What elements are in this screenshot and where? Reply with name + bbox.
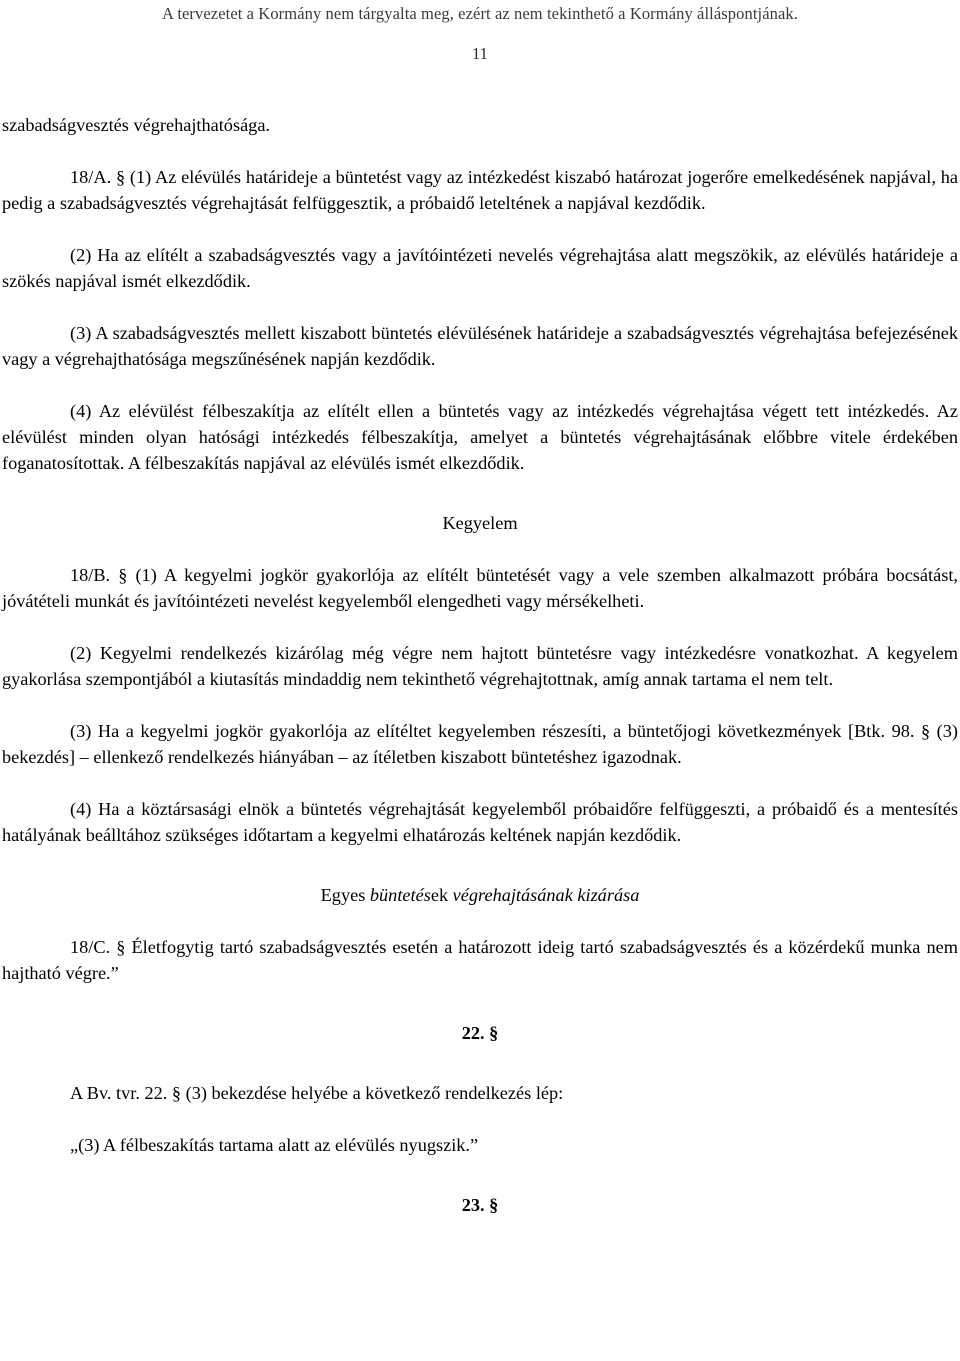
section-18a-2: (2) Ha az elítélt a szabadságvesztés vagy a javítóintézeti nevelés végrehajtása alatt megszökik, az elévülés határideje a szökés napjával ismét elkezdődik. (2, 245, 958, 291)
section-18c: 18/C. § Életfogytig tartó szabadságvesztés esetén a határozott ideig tartó szabadságvesztés és a közérdekű munka nem hajtható végre.” (2, 937, 958, 983)
section-22-title: 22. § (461, 1023, 499, 1043)
section-18a-1: 18/A. § (1) Az elévülés határideje a büntetést vagy az intézkedést kiszabó határozat jogerőre emelkedésének napjával, ha pedig a szabadságvesztés végrehajtását felfüggesztik, a próbaidő leteltének a napjával kezdődik. (2, 167, 958, 213)
draft-notice: A tervezetet a Kormány nem tárgyalta meg, ezért az nem tekinthető a Kormány álláspontjának. (161, 4, 798, 23)
section-18a-3: (3) A szabadságvesztés mellett kiszabott büntetés elévülésének határideje a szabadságvesztés végrehajtása befejezésének vagy a végrehajthatósága megszűnésének napján kezdődik. (2, 323, 958, 369)
quote-22: „(3) A félbeszakítás tartama alatt az elévülés nyugszik.” (70, 1135, 479, 1155)
heading-part-c: ek (430, 885, 453, 905)
section-18b-2: (2) Kegyelmi rendelkezés kizárólag még végre nem hajtott büntetésre vagy intézkedésre vonatkozhat. A kegyelem gyakorlása szempontjából a kiutasítás mindaddig nem tekinthető végrehajtottnak, amíg annak tartama el nem telt. (2, 643, 958, 689)
section-18b-4: (4) Ha a köztársasági elnök a büntetés végrehajtását kegyelemből próbaidőre felfüggeszti, a próbaidő és a mentesítés hatályának beálltához szükséges időtartam a kegyelmi elhatározás keltének napján kezdődik. (2, 799, 958, 845)
paragraph-continuation: szabadságvesztés végrehajthatósága. (2, 115, 271, 135)
heading-vegrehajtas-kizarasa (2, 882, 958, 908)
heading-part-d: végrehajtásának kizárása (452, 885, 640, 905)
section-23-title: 23. § (461, 1195, 499, 1215)
heading-part-b: büntetés (369, 885, 431, 905)
page-number: 11 (472, 44, 488, 63)
document-body (2, 112, 958, 1218)
amendment-22: A Bv. tvr. 22. § (3) bekezdése helyébe a következő rendelkezés lép: (70, 1083, 564, 1103)
heading-part-a: Egyes (320, 885, 370, 905)
section-18b-3: (3) Ha a kegyelmi jogkör gyakorlója az elítéltet kegyelemben részesíti, a büntetőjogi következmények [Btk. 98. § (3) bekezdés] – ellenkező rendelkezés hiányában – az ítéletben kiszabott büntetéshez igazodnak. (2, 721, 958, 767)
heading-kegyelem: Kegyelem (442, 513, 518, 533)
section-18a-4: (4) Az elévülést félbeszakítja az elítélt ellen a büntetés vagy az intézkedés végrehajtása végett tett intézkedés. Az elévülést minden olyan hatósági intézkedés félbeszakítja, amelyet a büntetés végrehajtásának előbbre vitele érdekében foganatosítottak. A félbeszakítás napjával az elévülés ismét elkezdődik. (2, 401, 958, 473)
section-18b-1: 18/B. § (1) A kegyelmi jogkör gyakorlója az elítélt büntetését vagy a vele szemben alkalmazott próbára bocsátást, jóvátételi munkát és javítóintézeti nevelést kegyelemből elengedheti vagy mérsékelheti. (2, 565, 958, 611)
